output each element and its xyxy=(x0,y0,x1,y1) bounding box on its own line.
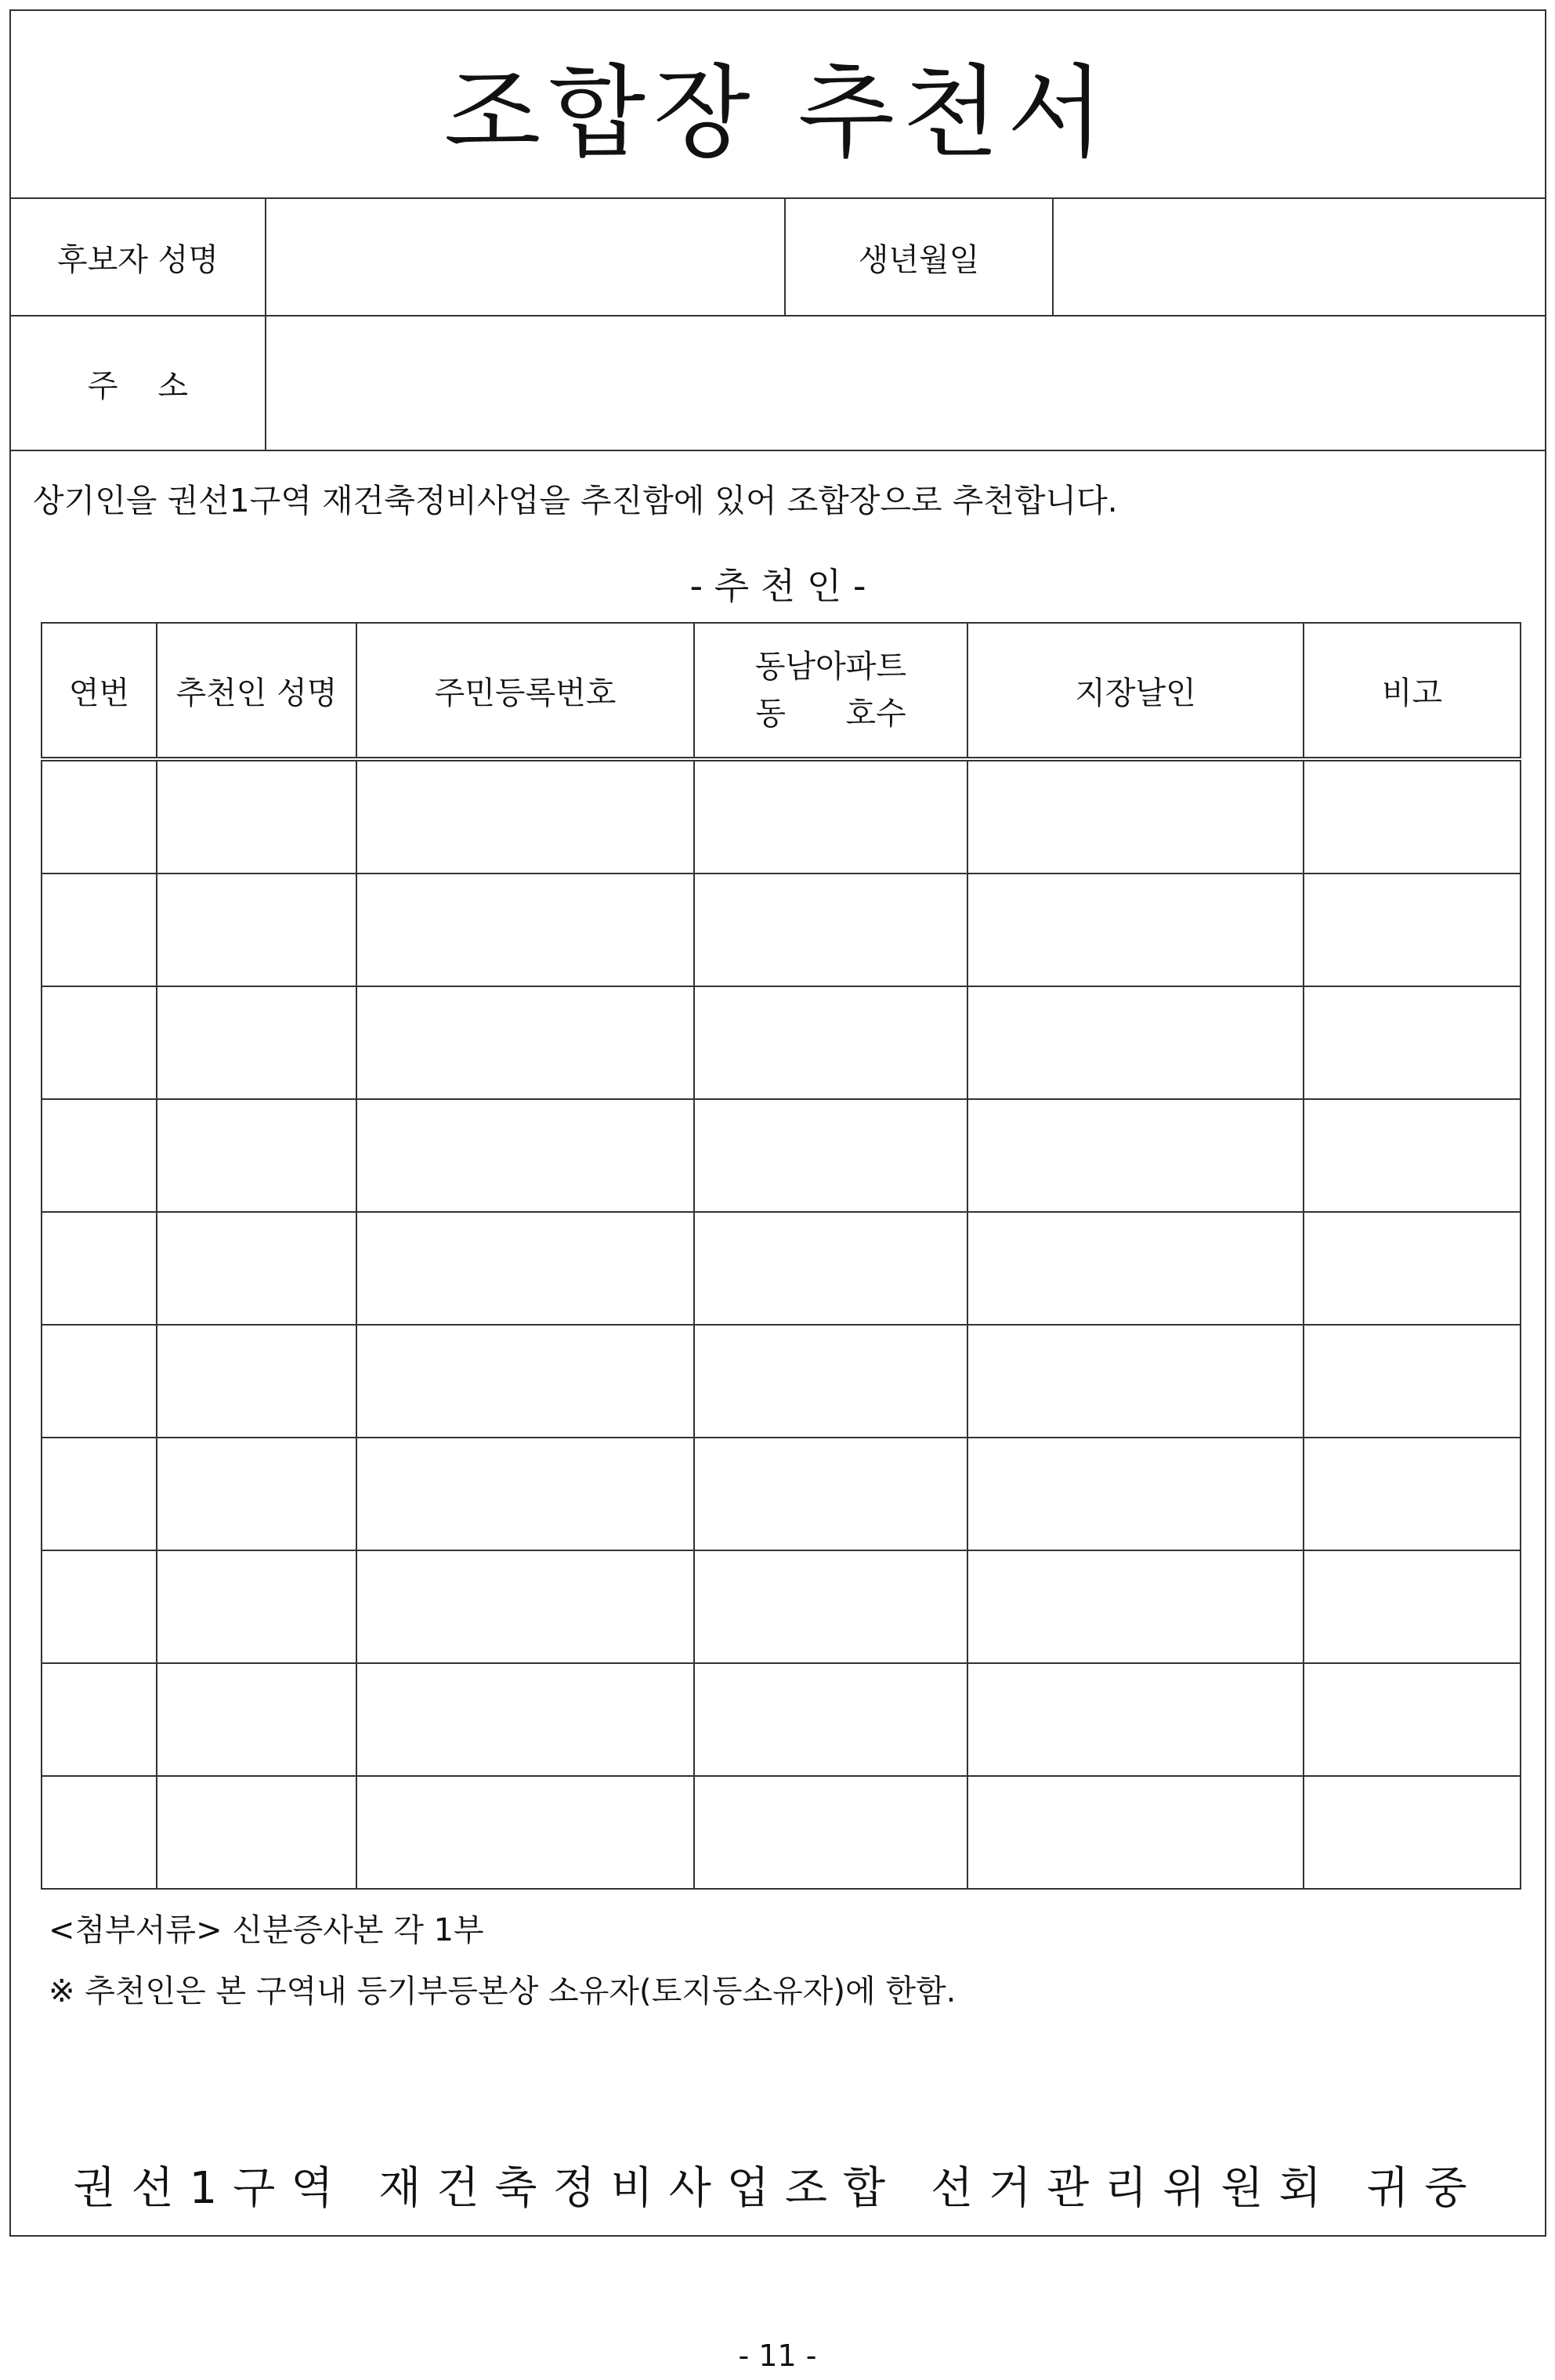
candidate-name-field[interactable] xyxy=(266,199,786,315)
cell-resident-id[interactable] xyxy=(356,1663,694,1776)
cell-recommender-name[interactable] xyxy=(157,1663,356,1776)
cell-no[interactable] xyxy=(42,1325,157,1438)
cell-recommender-name[interactable] xyxy=(157,1776,356,1889)
cell-apartment[interactable] xyxy=(694,1776,967,1889)
birth-date-label: 생년월일 xyxy=(786,199,1054,315)
cell-seal[interactable] xyxy=(967,1776,1304,1889)
cell-note[interactable] xyxy=(1304,1663,1521,1776)
cell-seal[interactable] xyxy=(967,874,1304,986)
cell-no[interactable] xyxy=(42,1099,157,1212)
cell-apartment[interactable] xyxy=(694,1438,967,1550)
address-label: 주 소 xyxy=(11,316,266,450)
cell-resident-id[interactable] xyxy=(356,1438,694,1550)
table-row xyxy=(42,1212,1521,1325)
cell-recommender-name[interactable] xyxy=(157,1099,356,1212)
cell-recommender-name[interactable] xyxy=(157,1550,356,1663)
cell-note[interactable] xyxy=(1304,1099,1521,1212)
cell-no[interactable] xyxy=(42,1438,157,1550)
addressee-line: 권선1구역 재건축정비사업조합 선거관리위원회 귀중 xyxy=(73,2163,1483,2214)
cell-note[interactable] xyxy=(1304,1550,1521,1663)
cell-no[interactable] xyxy=(42,759,157,874)
header-recommender-name: 추천인 성명 xyxy=(157,623,356,759)
birth-date-field[interactable] xyxy=(1054,199,1545,315)
cell-apartment[interactable] xyxy=(694,874,967,986)
header-apartment xyxy=(694,623,967,759)
attachment-note: <첨부서류> 신분증사본 각 1부 xyxy=(49,1912,484,1948)
recommenders-heading: - 추 천 인 - xyxy=(689,565,866,607)
header-apartment-name: 동남아파트 xyxy=(754,649,907,685)
table-row xyxy=(42,1776,1521,1889)
address-row xyxy=(11,316,1545,451)
header-no: 연번 xyxy=(42,623,157,759)
header-note: 비고 xyxy=(1304,623,1521,759)
cell-resident-id[interactable] xyxy=(356,874,694,986)
table-row xyxy=(42,1325,1521,1438)
cell-resident-id[interactable] xyxy=(356,1212,694,1325)
table-row xyxy=(42,759,1521,874)
cell-seal[interactable] xyxy=(967,986,1304,1099)
header-seal: 지장날인 xyxy=(967,623,1304,759)
cell-apartment[interactable] xyxy=(694,1099,967,1212)
cell-apartment[interactable] xyxy=(694,759,967,874)
cell-recommender-name[interactable] xyxy=(157,986,356,1099)
cell-recommender-name[interactable] xyxy=(157,1212,356,1325)
cell-no[interactable] xyxy=(42,1550,157,1663)
cell-recommender-name[interactable] xyxy=(157,874,356,986)
cell-recommender-name[interactable] xyxy=(157,759,356,874)
cell-seal[interactable] xyxy=(967,1438,1304,1550)
cell-no[interactable] xyxy=(42,874,157,986)
cell-no[interactable] xyxy=(42,986,157,1099)
candidate-name-label: 후보자 성명 xyxy=(11,199,266,315)
address-field[interactable] xyxy=(266,316,1545,450)
recommenders-table xyxy=(41,622,1521,1890)
cell-resident-id[interactable] xyxy=(356,1550,694,1663)
cell-apartment[interactable] xyxy=(694,1212,967,1325)
cell-resident-id[interactable] xyxy=(356,1325,694,1438)
header-apartment-unit: 동 호수 xyxy=(755,696,906,732)
candidate-name-row xyxy=(11,199,1545,316)
cell-no[interactable] xyxy=(42,1663,157,1776)
cell-apartment[interactable] xyxy=(694,1663,967,1776)
cell-apartment[interactable] xyxy=(694,1550,967,1663)
cell-seal[interactable] xyxy=(967,1663,1304,1776)
cell-apartment[interactable] xyxy=(694,1325,967,1438)
table-body xyxy=(42,759,1521,1889)
cell-seal[interactable] xyxy=(967,1099,1304,1212)
cell-resident-id[interactable] xyxy=(356,759,694,874)
eligibility-note: ※ 추천인은 본 구역내 등기부등본상 소유자(토지등소유자)에 한함. xyxy=(49,1973,957,2009)
page-number: - 11 - xyxy=(738,2338,817,2373)
cell-note[interactable] xyxy=(1304,1438,1521,1550)
cell-note[interactable] xyxy=(1304,1212,1521,1325)
recommendation-form xyxy=(9,9,1546,2237)
cell-seal[interactable] xyxy=(967,759,1304,874)
cell-note[interactable] xyxy=(1304,1776,1521,1889)
cell-note[interactable] xyxy=(1304,759,1521,874)
cell-note[interactable] xyxy=(1304,874,1521,986)
recommendation-statement: 상기인을 권선1구역 재건축정비사업을 추진함에 있어 조합장으로 추천합니다. xyxy=(33,482,1118,519)
cell-no[interactable] xyxy=(42,1212,157,1325)
header-resident-id: 주민등록번호 xyxy=(356,623,694,759)
cell-no[interactable] xyxy=(42,1776,157,1889)
cell-recommender-name[interactable] xyxy=(157,1438,356,1550)
cell-note[interactable] xyxy=(1304,1325,1521,1438)
cell-apartment[interactable] xyxy=(694,986,967,1099)
cell-resident-id[interactable] xyxy=(356,986,694,1099)
table-row xyxy=(42,1099,1521,1212)
table-row xyxy=(42,1438,1521,1550)
table-row xyxy=(42,1663,1521,1776)
cell-recommender-name[interactable] xyxy=(157,1325,356,1438)
cell-seal[interactable] xyxy=(967,1550,1304,1663)
cell-resident-id[interactable] xyxy=(356,1099,694,1212)
table-row xyxy=(42,874,1521,986)
form-title: 조합장 추천서 xyxy=(11,11,1545,199)
table-header-row xyxy=(42,623,1521,759)
cell-resident-id[interactable] xyxy=(356,1776,694,1889)
cell-seal[interactable] xyxy=(967,1212,1304,1325)
table-row xyxy=(42,1550,1521,1663)
cell-note[interactable] xyxy=(1304,986,1521,1099)
cell-seal[interactable] xyxy=(967,1325,1304,1438)
table-row xyxy=(42,986,1521,1099)
